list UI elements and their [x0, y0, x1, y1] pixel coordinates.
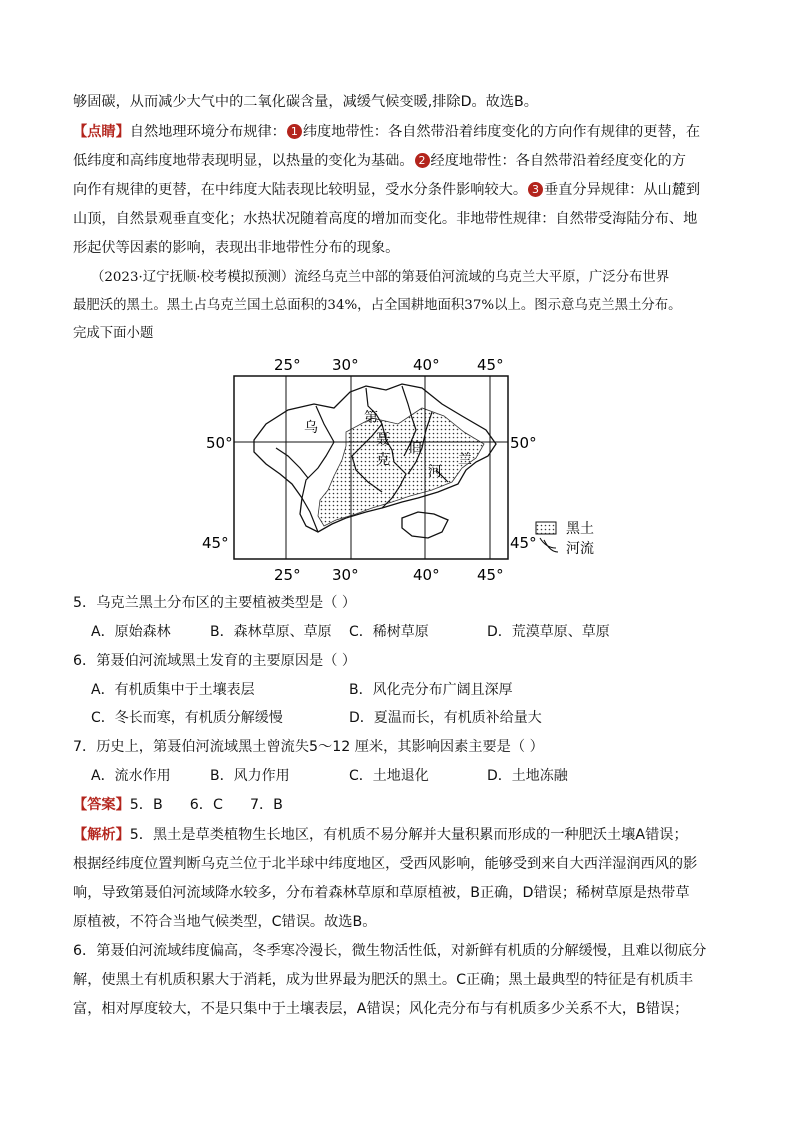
- q6-option-a: A．有机质集中于土壤表层: [91, 682, 255, 698]
- bottom-tick-40: 40°: [413, 566, 440, 584]
- q7-option-d: D．土地冻融: [487, 768, 568, 784]
- answer-text: 5．B 6．C 7．B: [129, 797, 283, 813]
- map-label-wu: 乌: [304, 420, 318, 436]
- q6-option-d: D．夏温而长，有机质补给量大: [349, 710, 542, 726]
- tip-line-3: [73, 180, 700, 200]
- analysis-line-3: 响，导致第聂伯河流域降水较多，分布着森林草原和草原植被，B正确，D错误；稀树草原是热带草: [73, 885, 690, 901]
- analysis-line-5: 6．第聂伯河流域纬度偏高，冬季寒冷漫长，微生物活性低，对新鲜有机质的分解缓慢，且难以彻底分: [73, 943, 707, 959]
- analysis-text: 5．黑土是草类植物生长地区，有机质不易分解并大量积累而形成的一种肥沃土壤A错误；: [129, 827, 688, 843]
- circled-number-1: 1: [287, 124, 302, 139]
- tip-text: 经度地带性：各自然带沿着经度变化的方: [430, 153, 686, 169]
- analysis-line-6: 解，使黑土有机质积累大于消耗，成为世界最为肥沃的黑土。C正确；黑土最典型的特征是有机质丰: [73, 972, 693, 988]
- tip-text: 纬度地带性：各自然带沿着纬度变化的方向作有规律的更替，在: [302, 124, 701, 140]
- q5-option-d: D．荒漠草原、草原: [487, 624, 610, 640]
- q5-option-c: C．稀树草原: [349, 624, 429, 640]
- intro-line-1: （2023·辽宁抚顺·校考模拟预测）流经乌克兰中部的第聂伯河流域的乌克兰大平原，广泛分布世界: [91, 270, 670, 285]
- q6-stem: 6．第聂伯河流域黑土发育的主要原因是（ ）: [73, 653, 357, 669]
- q6-option-b: B．风化壳分布广阔且深厚: [349, 682, 513, 698]
- bottom-tick-45: 45°: [477, 566, 504, 584]
- tip-line-4: 山顶，自然景观垂直变化；水热状况随着高度的增加而变化。非地带性规律：自然带受海陆分布、地: [73, 211, 698, 227]
- top-tick-40: 40°: [413, 356, 440, 374]
- top-tick-25: 25°: [274, 356, 301, 374]
- tip-text: 自然地理环境分布规律：: [129, 124, 286, 140]
- top-tick-45: 45°: [477, 356, 504, 374]
- map-label-di: 第: [364, 410, 378, 426]
- intro-line-3: 完成下面小题: [73, 326, 154, 341]
- tip-line-5: 形起伏等因素的影响，表现出非地带性分布的现象。: [73, 240, 400, 256]
- map-label-he: 河: [428, 464, 442, 480]
- q7-option-b: B．风力作用: [210, 768, 290, 784]
- q7-option-a: A．流水作用: [91, 768, 171, 784]
- analysis-line-1: [73, 825, 688, 845]
- tip-text: 向作有规律的更替，在中纬度大陆表现比较明显，受水分条件影响较大。: [73, 182, 528, 198]
- tip-line-1: [73, 122, 700, 142]
- legend-black-soil-label: 黑土: [566, 521, 594, 537]
- q5-option-a: A．原始森林: [91, 624, 171, 640]
- top-tick-30: 30°: [332, 356, 359, 374]
- answer-tag: 【答案】: [73, 797, 130, 813]
- bottom-tick-25: 25°: [274, 566, 301, 584]
- analysis-line-2: 根据经纬度位置判断乌克兰位于北半球中纬度地区，受西风影响，能够受到来自大西洋湿润西风的影: [73, 856, 698, 872]
- analysis-tag: 【解析】: [73, 827, 130, 843]
- legend-river-label: 河流: [566, 541, 594, 557]
- q7-option-c: C．土地退化: [349, 768, 429, 784]
- prev-text-line: 够固碳，从而减少大气中的二氧化碳含量，减缓气候变暖,排除D。故选B。: [73, 94, 538, 110]
- tip-text: 低纬度和高纬度地带表现明显，以热量的变化为基础。: [73, 153, 414, 169]
- q5-stem: 5．乌克兰黑土分布区的主要植被类型是（ ）: [73, 595, 357, 611]
- circled-number-3: 3: [528, 182, 543, 197]
- circled-number-2: 2: [415, 153, 430, 168]
- map-label-nie: 聂: [376, 432, 390, 448]
- lat-label-50-right: 50°: [510, 434, 537, 452]
- legend-black-soil-swatch: [536, 522, 556, 534]
- q5-option-b: B．森林草原、草原: [210, 624, 332, 640]
- lat-label-45-left: 45°: [202, 534, 229, 552]
- legend-river-swatch: [540, 538, 558, 552]
- tip-text: 垂直分异规律：从山麓到: [544, 182, 701, 198]
- answer-line: [73, 795, 283, 815]
- intro-line-2: 最肥沃的黑土。黑土占乌克兰国土总面积的34%，占全国耕地面积37%以上。图示意乌克兰黑土分布。: [73, 298, 682, 313]
- analysis-line-4: 原植被，不符合当地气候类型，C错误。故选B。: [73, 914, 377, 930]
- q6-option-c: C．冬长而寒，有机质分解缓慢: [91, 710, 283, 726]
- tip-tag: 【点睛】: [73, 124, 130, 140]
- q7-stem: 7．历史上，第聂伯河流域黑土曾流失5～12 厘米，其影响因素主要是（ ）: [73, 739, 544, 755]
- map-label-lan: 兰: [458, 452, 472, 468]
- ukraine-black-soil-map: [196, 352, 616, 588]
- lat-label-50-left: 50°: [206, 434, 233, 452]
- map-label-bo: 伯: [408, 440, 422, 456]
- analysis-line-7: 富，相对厚度较大，不是只集中于土壤表层，A错误；风化壳分布与有机质多少关系不大，B错误；: [73, 1001, 689, 1017]
- map-label-ke: 克: [376, 452, 390, 468]
- bottom-tick-30: 30°: [332, 566, 359, 584]
- tip-line-2: [73, 151, 686, 171]
- lat-label-45-right: 45°: [510, 534, 537, 552]
